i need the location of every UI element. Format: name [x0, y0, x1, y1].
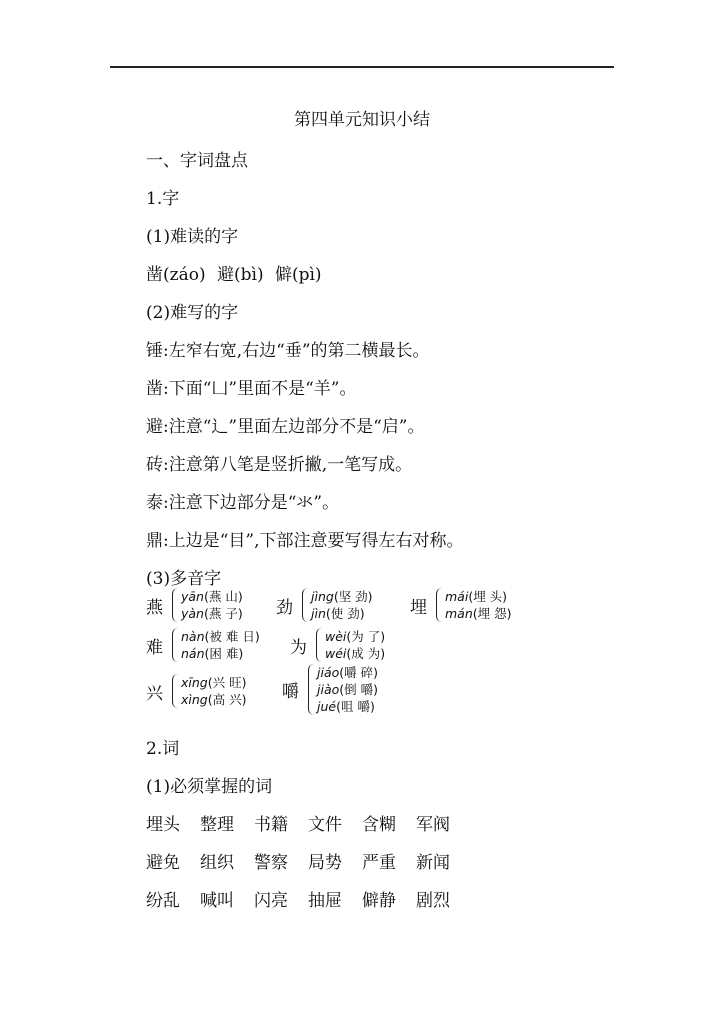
polyphone-reading: xìng(高 兴)	[181, 692, 247, 707]
polyphone-reading: nán(困 难)	[181, 646, 244, 661]
must-words-heading: (1)必须掌握的词	[146, 777, 273, 797]
hard-read-items: 凿(záo) 避(bì) 僻(pì)	[146, 265, 322, 285]
polyphone-table	[146, 588, 566, 718]
section-heading: 一、字词盘点	[146, 151, 248, 171]
word: 埋头	[146, 815, 180, 835]
polyphone-reading: jiáo(嚼 碎)	[317, 665, 378, 680]
polyphone-group	[410, 588, 512, 622]
word: 新闻	[416, 853, 450, 873]
polyphone-reading: jué(咀 嚼)	[317, 699, 375, 714]
polyphone-reading: xīng(兴 旺)	[181, 675, 247, 690]
word: 避免	[146, 853, 180, 873]
polyphone-group	[290, 628, 385, 662]
word: 整理	[200, 815, 234, 835]
brace	[436, 588, 512, 622]
polyphone-char: 嚼	[282, 682, 299, 702]
page-title: 第四单元知识小结	[294, 110, 430, 130]
polyphone-reading: yàn(燕 子)	[181, 606, 243, 621]
hard-write-line: 避:注意“辶”里面左边部分不是“启”。	[146, 417, 425, 437]
word-row	[146, 848, 470, 873]
polyphone-char: 劲	[276, 597, 293, 618]
subsection-char: 1.字	[146, 189, 180, 209]
polyphone-group	[146, 588, 243, 622]
word: 闪亮	[254, 891, 288, 911]
hard-write-line: 鼎:上边是“目”,下部注意要写得左右对称。	[146, 531, 464, 551]
polyphone-group	[282, 664, 378, 715]
hard-read-heading: (1)难读的字	[146, 227, 239, 247]
brace	[172, 674, 246, 708]
polyphone-reading: nàn(被 难 日)	[181, 629, 260, 644]
hard-write-line: 泰:注意下边部分是“氺”。	[146, 493, 340, 513]
brace	[172, 628, 260, 662]
polyphone-reading: jiào(倒 嚼)	[317, 682, 378, 697]
word: 文件	[308, 815, 342, 835]
word-row	[146, 886, 470, 911]
word: 抽屉	[308, 891, 342, 911]
word-row	[146, 810, 470, 835]
polyphone-char: 为	[290, 637, 307, 658]
polyphone-reading: wèi(为 了)	[325, 629, 386, 644]
polyphone-reading: wéi(成 为)	[325, 646, 386, 661]
polyphone-group	[276, 588, 373, 622]
polyphone-reading: jìn(使 劲)	[311, 606, 365, 621]
polyphone-reading: mán(埋 怨)	[445, 606, 512, 621]
word: 严重	[362, 853, 396, 873]
hard-write-heading: (2)难写的字	[146, 303, 239, 323]
word: 警察	[254, 853, 288, 873]
word: 僻静	[362, 891, 396, 911]
subsection-word: 2.词	[146, 739, 180, 759]
polyphone-char: 埋	[410, 597, 427, 618]
brace	[172, 588, 243, 622]
hard-write-line: 凿:下面“凵”里面不是“羊”。	[146, 379, 357, 399]
polyphone-reading: yān(燕 山)	[181, 589, 243, 604]
hard-write-line: 砖:注意第八笔是竖折撇,一笔写成。	[146, 455, 413, 475]
word: 喊叫	[200, 891, 234, 911]
polyphone-heading: (3)多音字	[146, 569, 222, 589]
polyphone-group	[146, 628, 260, 662]
brace	[302, 588, 373, 622]
brace	[308, 664, 378, 715]
polyphone-char: 兴	[146, 683, 163, 704]
hard-write-line: 锤:左窄右宽,右边“垂”的第二横最长。	[146, 341, 430, 361]
word: 军阀	[416, 815, 450, 835]
polyphone-reading: mái(埋 头)	[445, 589, 508, 604]
polyphone-reading: jìng(坚 劲)	[311, 589, 373, 604]
word: 组织	[200, 853, 234, 873]
word: 书籍	[254, 815, 288, 835]
word: 局势	[308, 853, 342, 873]
brace	[316, 628, 385, 662]
word: 剧烈	[416, 891, 450, 911]
polyphone-group	[146, 674, 246, 708]
polyphone-char: 燕	[146, 597, 163, 618]
polyphone-char: 难	[146, 637, 163, 658]
word: 含糊	[362, 815, 396, 835]
header-rule	[110, 66, 614, 68]
word: 纷乱	[146, 891, 180, 911]
